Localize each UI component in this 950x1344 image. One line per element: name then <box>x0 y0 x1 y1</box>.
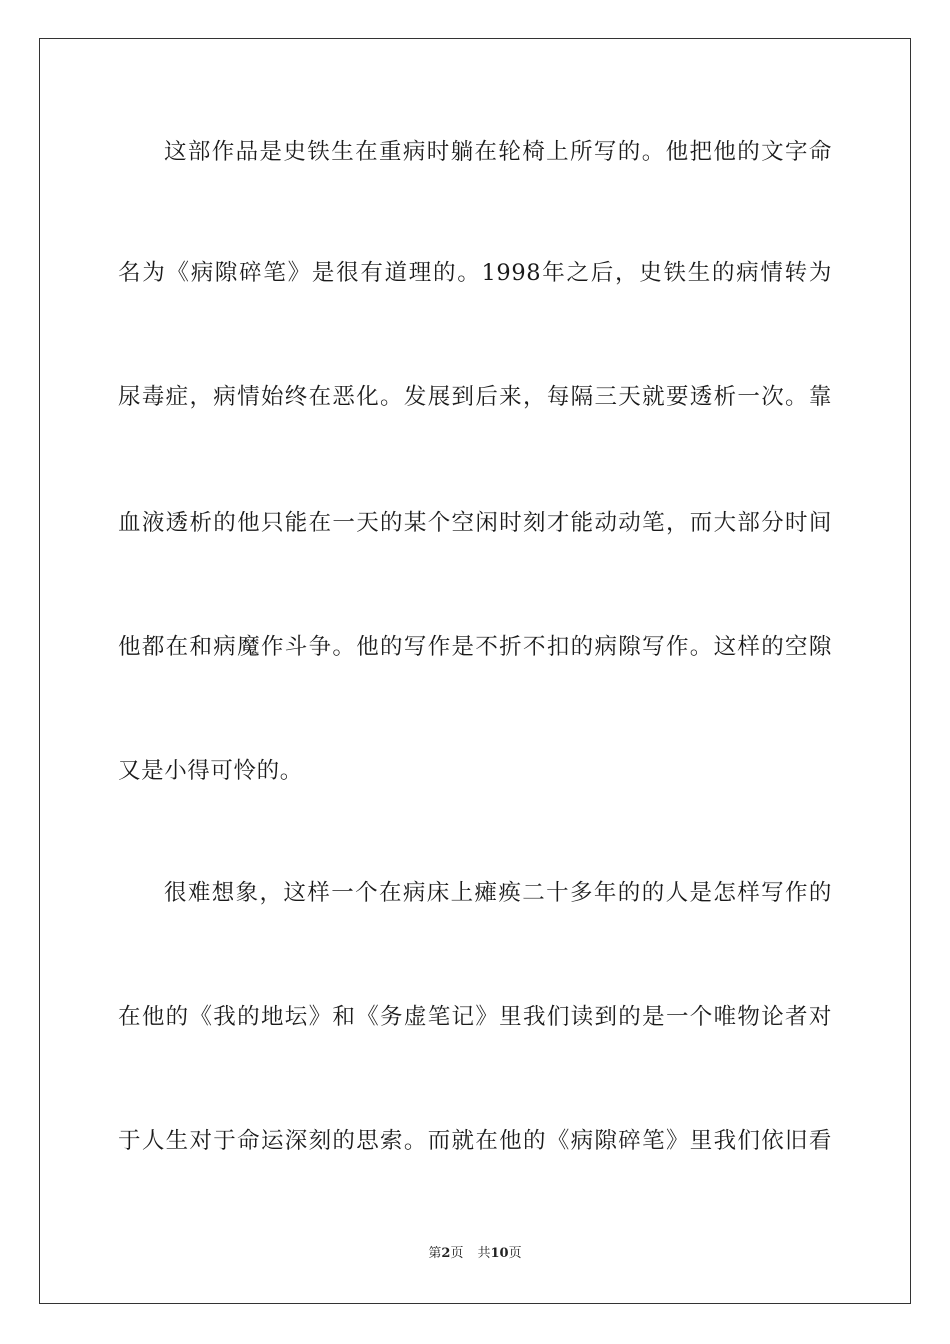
text-line: 又是小得可怜的。 <box>118 758 303 784</box>
text-line: 他都在和病魔作斗争。他的写作是不折不扣的病隙写作。这样的空隙 <box>118 634 832 660</box>
text-line: 很难想象，这样一个在病床上瘫痪二十多年的的人是怎样写作的 <box>164 880 832 906</box>
text-line: 于人生对于命运深刻的思索。而就在他的《病隙碎笔》里我们依旧看 <box>118 1128 832 1154</box>
text-line: 在他的《我的地坛》和《务虚笔记》里我们读到的是一个唯物论者对 <box>118 1004 832 1030</box>
text-line: 血液透析的他只能在一天的某个空闲时刻才能动动笔，而大部分时间 <box>118 510 832 536</box>
page-prefix: 第 <box>428 1246 442 1261</box>
page-unit: 页 <box>450 1246 464 1261</box>
page-footer <box>0 1245 950 1263</box>
text-line: 名为《病隙碎笔》是很有道理的。1998年之后，史铁生的病情转为 <box>118 260 832 286</box>
total-prefix: 共 <box>477 1246 491 1261</box>
page-border <box>39 38 911 1304</box>
total-page-count: 10 <box>490 1246 509 1261</box>
total-unit: 页 <box>508 1246 522 1261</box>
current-page-number: 2 <box>441 1246 451 1261</box>
text-line: 尿毒症，病情始终在恶化。发展到后来，每隔三天就要透析一次。靠 <box>118 384 832 410</box>
text-line: 这部作品是史铁生在重病时躺在轮椅上所写的。他把他的文字命 <box>164 139 832 165</box>
